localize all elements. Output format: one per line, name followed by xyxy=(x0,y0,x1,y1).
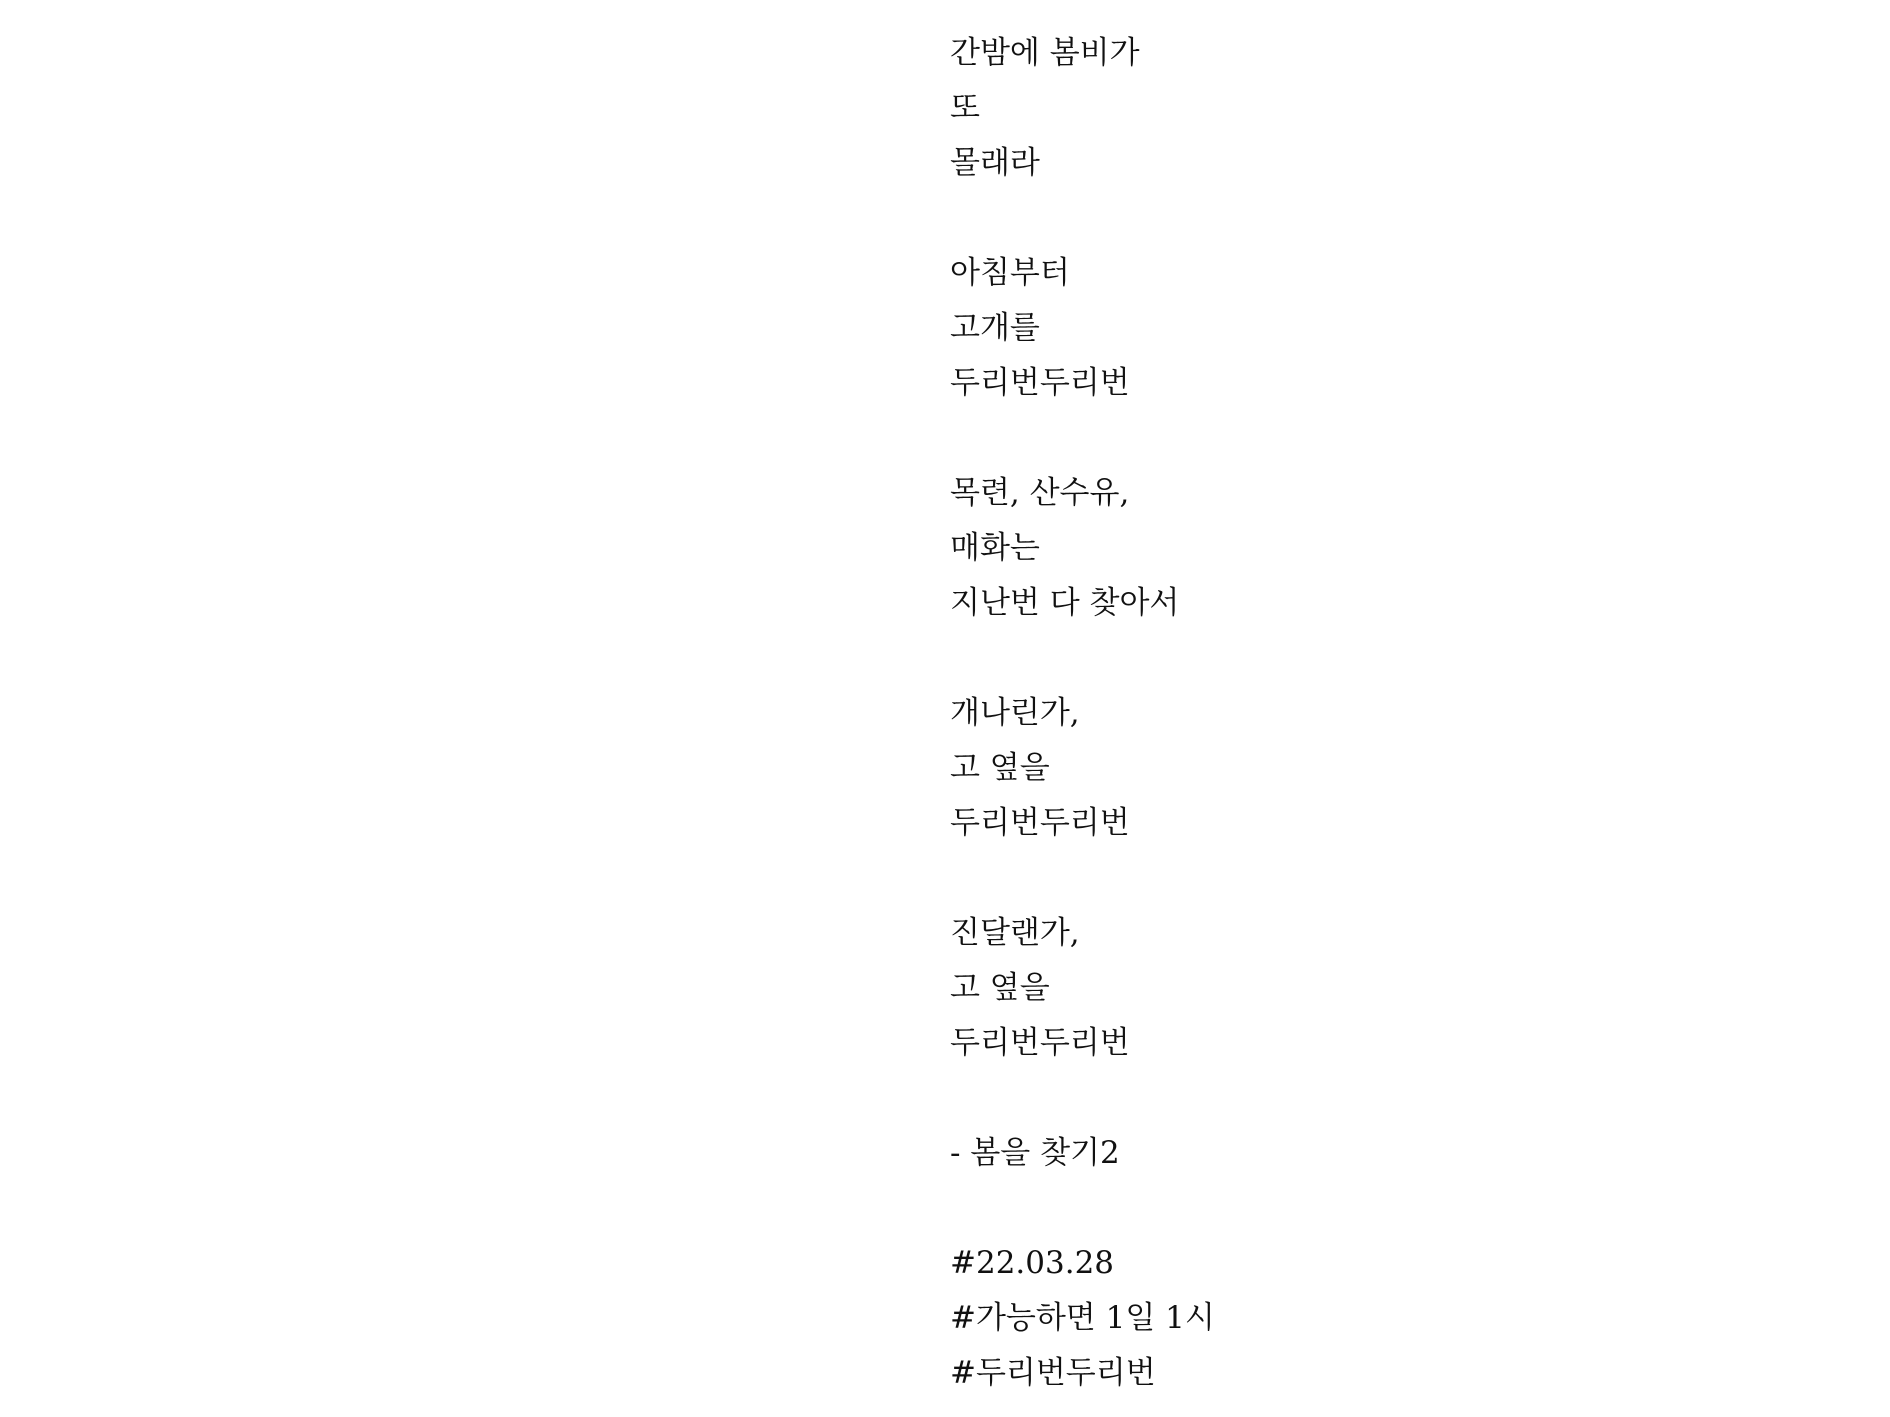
hashtag: #가능하면 1일 1시 xyxy=(950,1300,1215,1336)
poem-line: 두리번두리번 xyxy=(950,365,1130,401)
poem-line: 매화는 xyxy=(950,530,1040,566)
poem-line: 고개를 xyxy=(950,310,1040,346)
poem-line: 고 옆을 xyxy=(950,750,1050,786)
stanza-break xyxy=(950,191,1215,246)
stanza-break xyxy=(950,851,1215,906)
poem-line: 진달랜가, xyxy=(950,915,1080,951)
stanza-1 xyxy=(950,26,1215,191)
poem-line: 또 xyxy=(950,90,980,126)
hashtag: #두리번두리번 xyxy=(950,1355,1156,1391)
poem-text xyxy=(950,26,1215,1401)
poem-line: 두리번두리번 xyxy=(950,1025,1130,1061)
stanza-3 xyxy=(950,466,1215,631)
stanza-break xyxy=(950,411,1215,466)
stanza-5 xyxy=(950,906,1215,1071)
stanza-break xyxy=(950,1181,1215,1236)
stanza-4 xyxy=(950,686,1215,851)
stanza-2 xyxy=(950,246,1215,411)
stanza-break xyxy=(950,631,1215,686)
poem-line: 목련, 산수유, xyxy=(950,475,1130,511)
poem-line: 고 옆을 xyxy=(950,970,1050,1006)
poem-line: 간밤에 봄비가 xyxy=(950,35,1140,71)
poem-line: 아침부터 xyxy=(950,255,1070,291)
poem-title-signature xyxy=(950,1126,1215,1181)
poem-line: 몰래라 xyxy=(950,145,1040,181)
poem-line: 개나린가, xyxy=(950,695,1080,731)
poem-line: 지난번 다 찾아서 xyxy=(950,585,1180,621)
hashtag-date: #22.03.28 xyxy=(950,1245,1115,1281)
hashtags xyxy=(950,1236,1215,1401)
stanza-break xyxy=(950,1071,1215,1126)
poem-line: 두리번두리번 xyxy=(950,805,1130,841)
poem-title-line: - 봄을 찾기2 xyxy=(950,1135,1120,1171)
